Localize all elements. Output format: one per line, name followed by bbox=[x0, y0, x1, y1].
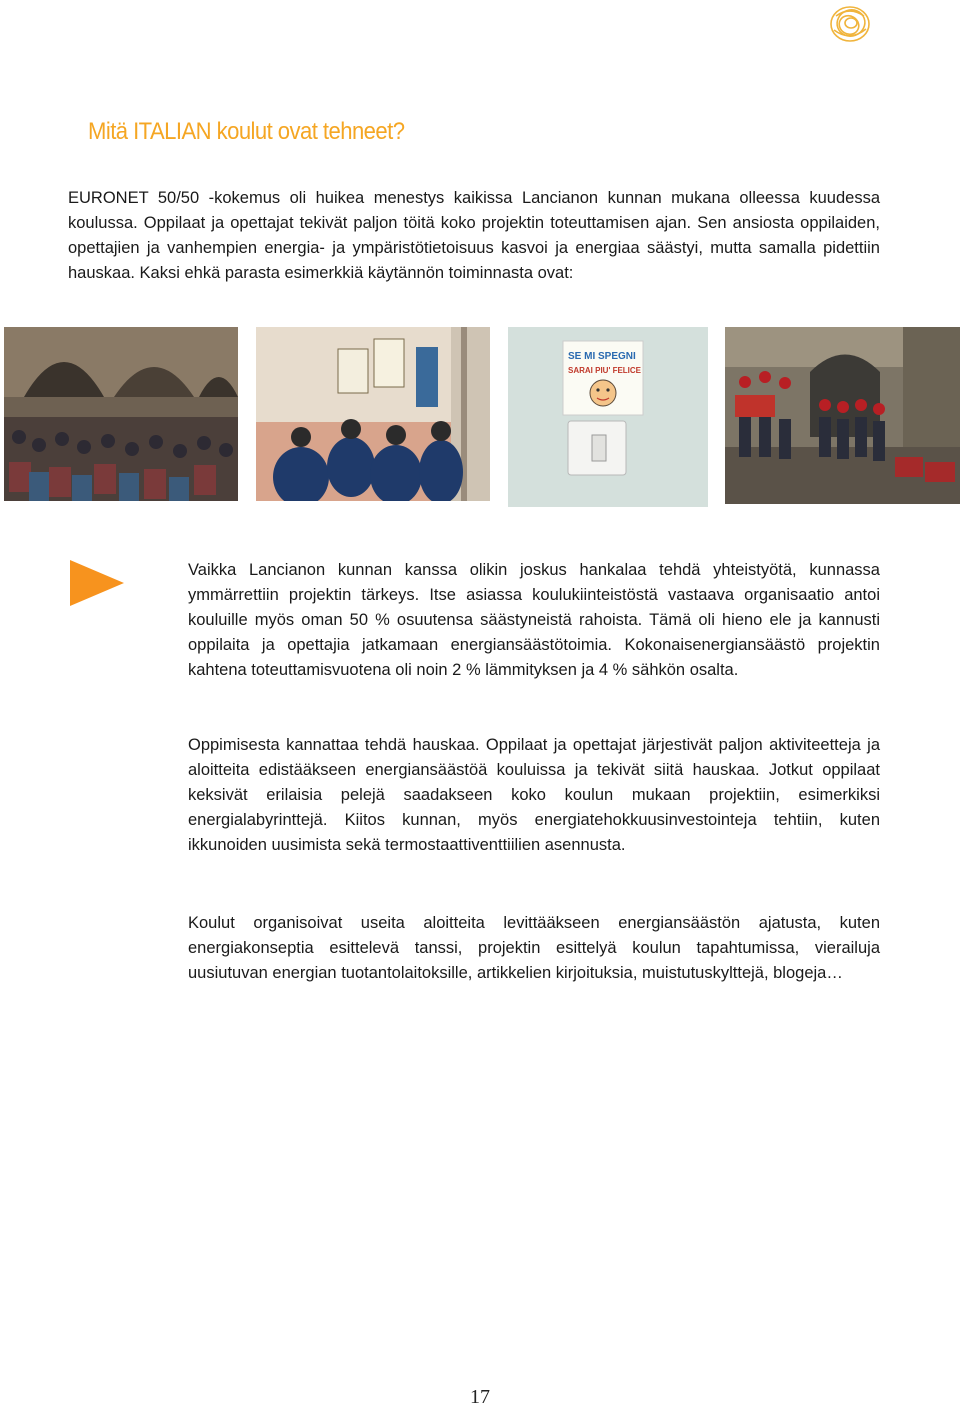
poster-text-line1: SE MI SPEGNI bbox=[568, 351, 636, 362]
paragraph-learning-fun: Oppimisesta kannattaa tehdä hauskaa. Oppilaat ja opettajat järjestivät paljon aktiviteetteja ja aloitteita edistääkseen energiansäästöä kouluissa ja tekivät siitä hauskaa. Jotkut oppilaat keksivät erilaisia pelejä saadakseen koko koulun mukaan projektiin, esimerkiksi energialabyrinttejä. Kiitos kunnan, myös energiatehokkuusinvestointeja tehtiin, kuten ikkunoiden uusimista sekä termostaattiventtiilien asennusta. bbox=[188, 736, 880, 854]
poster-text-line2: SARAI PIU' FELICE bbox=[568, 366, 642, 375]
page-title: Mitä ITALIAN koulut ovat tehneet? bbox=[88, 118, 405, 145]
photo-students-poster-wall bbox=[256, 327, 490, 501]
photo-students-red-caps bbox=[725, 327, 960, 504]
spiral-logo-icon bbox=[826, 2, 874, 46]
paragraph-cooperation: Vaikka Lancianon kunnan kanssa olikin joskus hankalaa tehdä yhteistyötä, kunnassa ymmärrettiin projektin tärkeys. Itse asiassa koulukiinteistöstä vastaava organisaatio antoi kouluille myös oman 50 % osuutensa säästyneistä rahoista. Tämä oli hieno ele ja kannusti oppilaita ja opettajia jatkamaan energiansäästötoimia. Kokonaisenergiansäästö projektin kahtena toteuttamisvuotena oli noin 2 % lämmityksen ja 4 % sähkön osalta. bbox=[188, 561, 880, 679]
page-number: 17 bbox=[470, 1386, 490, 1408]
paragraph-initiatives: Koulut organisoivat useita aloitteita levittääkseen energiansäästön ajatusta, kuten energiakonseptia esittelevä tanssi, projektin esittelyä koulun tapahtumissa, vierailuja uusiutuvan energian tuotantolaitoksille, artikkelien kirjoituksia, muistutuskylttejä, blogeja… bbox=[188, 914, 880, 982]
photo-light-switch-poster bbox=[508, 327, 708, 507]
photo-students-assembly bbox=[4, 327, 238, 501]
intro-paragraph: EURONET 50/50 -kokemus oli huikea menestys kaikissa Lancianon kunnan mukana olleessa kuudessa koulussa. Oppilaat ja opettajat tekivät paljon töitä koko projektin toteuttamisen ajan. Sen ansiosta oppilaiden, opettajien ja vanhempien energia- ja ympäristötietoisuus kasvoi ja energiaa säästyi, mutta samalla pidettiin hauskaa. Kaksi ehkä parasta esimerkkiä käytännön toiminnasta ovat: bbox=[68, 189, 880, 282]
play-arrow-icon bbox=[70, 560, 124, 606]
